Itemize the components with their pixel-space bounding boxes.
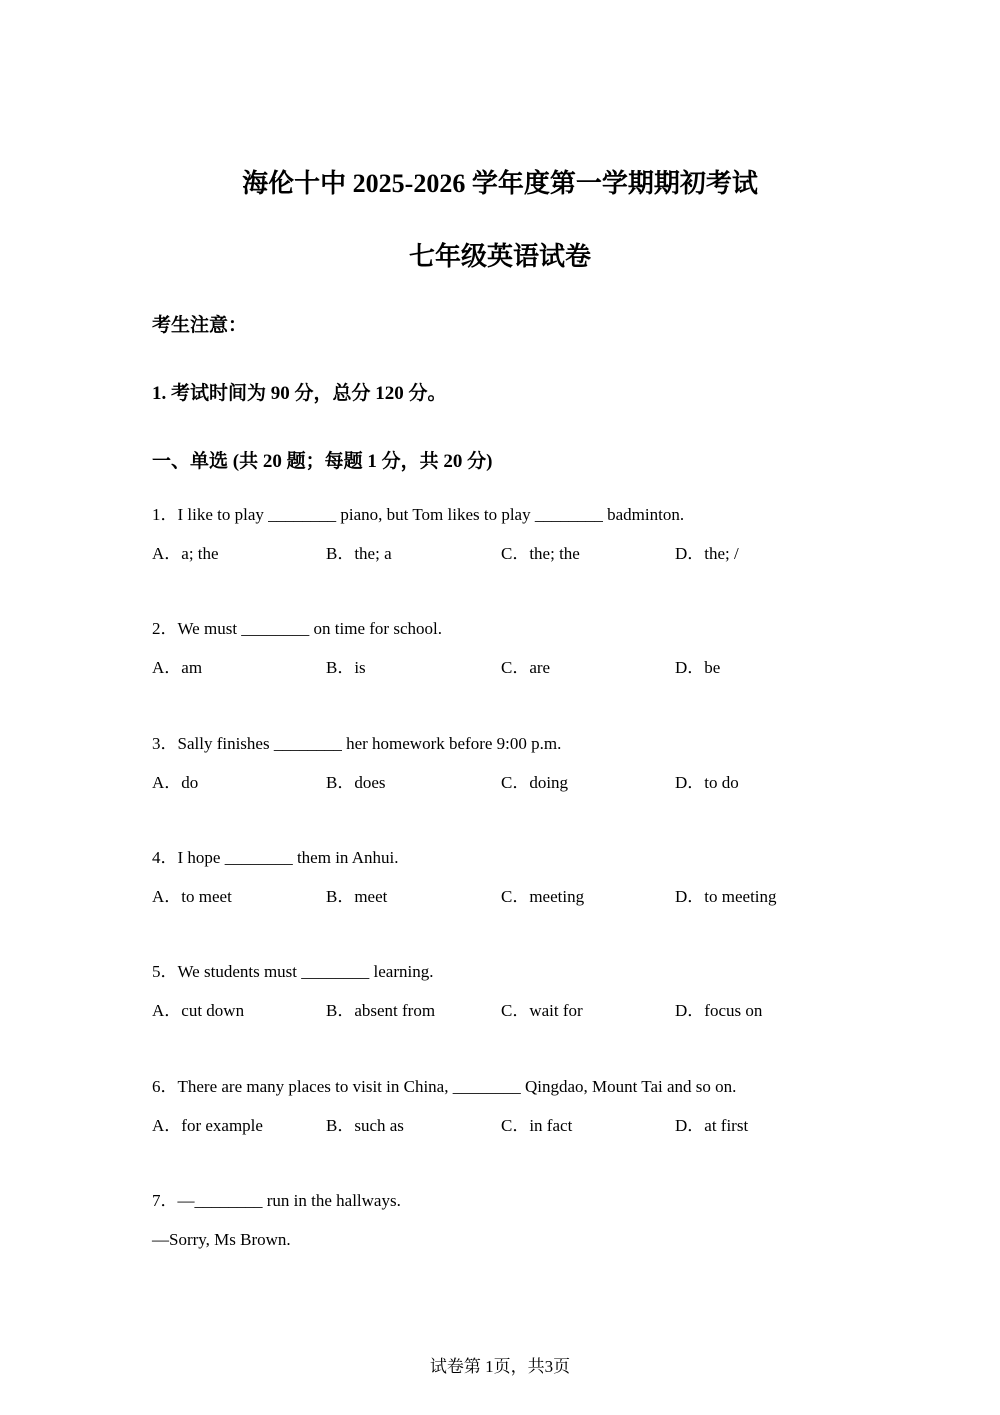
answer-options xyxy=(152,657,852,679)
question-3 xyxy=(152,733,852,794)
option-a[interactable]: A．a; the xyxy=(152,544,219,563)
option-b[interactable]: B．absent from xyxy=(326,1001,436,1020)
option-d[interactable]: D．focus on xyxy=(675,1001,763,1020)
question-stem: 6．There are many places to visit in China, ________ Qingdao, Mount Tai and so on. xyxy=(152,1077,737,1096)
answer-options xyxy=(152,1000,852,1022)
option-b[interactable]: B．does xyxy=(326,773,386,792)
option-d[interactable]: D．to meeting xyxy=(675,887,777,906)
option-d[interactable]: D．the; / xyxy=(675,544,739,563)
option-b[interactable]: B．the; a xyxy=(326,544,392,563)
page-footer: 试卷第 1页，共3页 xyxy=(429,1357,571,1376)
answer-options xyxy=(152,886,852,908)
answer-options xyxy=(152,772,852,794)
option-c[interactable]: C．meeting xyxy=(501,887,585,906)
notice-heading: 考生注意： xyxy=(152,315,248,336)
option-d[interactable]: D．to do xyxy=(675,773,739,792)
option-a[interactable]: A．am xyxy=(152,658,203,677)
option-c[interactable]: C．the; the xyxy=(501,544,580,563)
question-stem: 7．—________ run in the hallways. xyxy=(152,1191,401,1210)
question-stem: 2．We must ________ on time for school. xyxy=(152,619,442,638)
question-stem: 5．We students must ________ learning. xyxy=(152,962,434,981)
answer-options xyxy=(152,1115,852,1137)
option-b[interactable]: B．such as xyxy=(326,1116,404,1135)
option-c[interactable]: C．in fact xyxy=(501,1116,573,1135)
question-stem: 4．I hope ________ them in Anhui. xyxy=(152,848,399,867)
option-a[interactable]: A．to meet xyxy=(152,887,232,906)
question-stem: 3．Sally finishes ________ her homework before 9:00 p.m. xyxy=(152,734,562,753)
option-d[interactable]: D．be xyxy=(675,658,721,677)
option-b[interactable]: B．meet xyxy=(326,887,388,906)
question-1 xyxy=(152,504,852,565)
section-heading: 一、单选 (共 20 题；每题 1 分，共 20 分) xyxy=(152,451,493,472)
option-a[interactable]: A．cut down xyxy=(152,1001,245,1020)
exam-title: 海伦十中 2025-2026 学年度第一学期期初考试 xyxy=(242,169,758,198)
option-c[interactable]: C．wait for xyxy=(501,1001,583,1020)
exam-subtitle: 七年级英语试卷 xyxy=(408,242,591,271)
question-4 xyxy=(152,847,852,908)
option-c[interactable]: C．are xyxy=(501,658,551,677)
option-a[interactable]: A．do xyxy=(152,773,199,792)
option-d[interactable]: D．at first xyxy=(675,1116,749,1135)
option-b[interactable]: B．is xyxy=(326,658,366,677)
question-7 xyxy=(152,1190,852,1251)
question-5 xyxy=(152,961,852,1022)
option-c[interactable]: C．doing xyxy=(501,773,569,792)
question-2 xyxy=(152,618,852,679)
answer-options xyxy=(152,543,852,565)
notice-item: 1. 考试时间为 90 分，总分 120 分。 xyxy=(152,383,447,404)
dialogue-reply: —Sorry, Ms Brown. xyxy=(152,1230,291,1249)
question-6 xyxy=(152,1076,852,1137)
question-stem: 1．I like to play ________ piano, but Tom likes to play ________ badminton. xyxy=(152,505,685,524)
option-a[interactable]: A．for example xyxy=(152,1116,263,1135)
